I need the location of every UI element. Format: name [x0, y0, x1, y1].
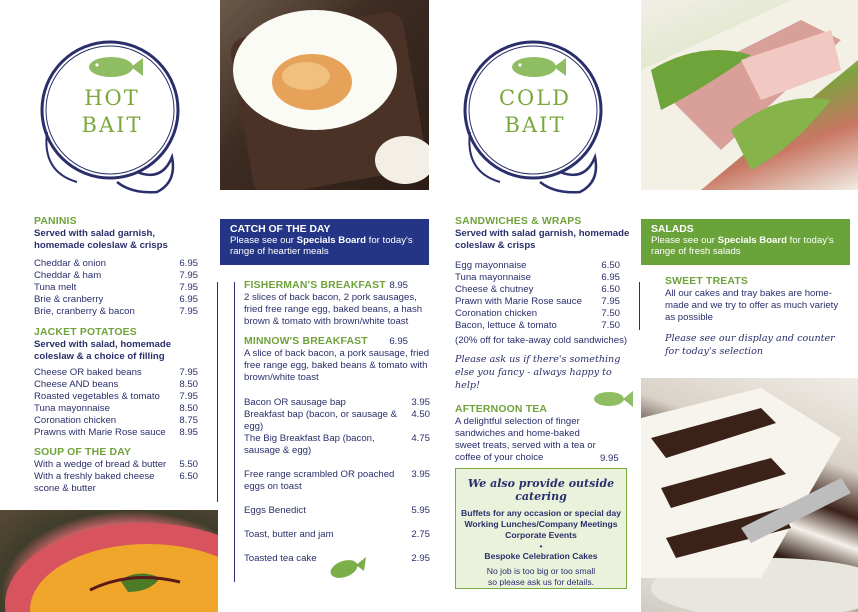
hot-title-line2: BAIT [81, 113, 143, 137]
column-sweet [665, 276, 848, 358]
menu-item [34, 415, 198, 427]
menu-item [244, 409, 430, 433]
menu-item-name: Toasted tea cake [244, 553, 317, 564]
menu-item [455, 320, 620, 332]
menu-item [455, 284, 620, 296]
menu-item-price: 3.95 [411, 469, 430, 480]
catch-title: CATCH OF THE DAY [230, 224, 331, 235]
menu-item-price: 8.50 [179, 403, 198, 414]
menu-item-price: 7.95 [179, 282, 198, 293]
menu-item-name: Brie & cranberry [34, 294, 104, 305]
salads-bold: Specials Board [717, 235, 787, 246]
minnow-desc: A slice of back bacon, a pork sausage, fried free range egg, baked beans & tomato with brown/white toast [244, 348, 430, 383]
menu-item-name: The Big Breakfast Bap (bacon, sausage & egg) [244, 433, 375, 456]
cold-title-line2: BAIT [504, 113, 566, 137]
hot-title-line1: HOT [84, 86, 140, 110]
jacket-sub: Served with salad, homemade coleslaw & a choice of filling [34, 339, 172, 362]
catering-line4: Bespoke Celebration Cakes [484, 551, 598, 561]
paninis-sub: Served with salad garnish, homemade coleslaw & crisps [34, 228, 168, 251]
menu-item [34, 459, 198, 471]
minnow-heading: MINNOW'S BREAKFAST [244, 336, 368, 347]
menu-item [34, 403, 198, 415]
divider-line [639, 282, 640, 330]
menu-item-name: Coronation chicken [455, 308, 538, 319]
menu-item [244, 397, 430, 409]
menu-item [34, 391, 198, 403]
jacket-list [34, 367, 198, 439]
catering-line6: so please ask us for details. [487, 577, 595, 587]
fisherman-desc: 2 slices of back bacon, 2 pork sausages, fried free range egg, baked beans, a hash brown & tomato with brown/white toast [244, 292, 423, 327]
menu-item-price: 7.95 [179, 306, 198, 317]
menu-item-name: Egg mayonnaise [455, 260, 527, 271]
menu-item [34, 270, 198, 282]
menu-item [34, 471, 198, 495]
menu-item-name: Tuna mayonnaise [34, 403, 110, 414]
menu-item [455, 296, 620, 308]
column-cold-menu [455, 216, 633, 464]
fish-icon [85, 54, 145, 80]
menu-item-price: 8.50 [179, 379, 198, 390]
menu-item-name: Toast, butter and jam [244, 529, 334, 540]
hot-bait-badge [37, 32, 187, 197]
catch-line1: Please see our [230, 235, 294, 246]
fisherman-heading: FISHERMAN'S BREAKFAST [244, 280, 386, 291]
menu-item-name: With a freshly baked cheese scone & butter [34, 471, 155, 494]
menu-item-name: Prawns with Marie Rose sauce [34, 427, 166, 438]
menu-item-price: 8.95 [179, 427, 198, 438]
salads-title: SALADS [651, 224, 694, 235]
paninis-list [34, 258, 198, 318]
menu-item-price: 2.95 [411, 553, 430, 564]
column-breakfast [244, 280, 430, 565]
menu-item-price: 7.50 [601, 320, 620, 331]
catering-line5: No job is too big or too small [486, 566, 596, 576]
salads-box [641, 219, 850, 265]
menu-item-price: 2.75 [411, 529, 430, 540]
sandwiches-heading: SANDWICHES & WRAPS [455, 216, 582, 227]
menu-item [244, 469, 430, 493]
sweet-treats-desc: All our cakes and tray bakes are home-made and we try to offer as much variety as possible [665, 288, 839, 323]
catch-of-the-day-box [220, 219, 429, 265]
menu-item-price: 4.50 [411, 409, 430, 420]
menu-item [244, 433, 430, 457]
display-note: Please see our display and counter for today's selection [665, 333, 835, 357]
menu-item [455, 260, 620, 272]
catering-bullet: • [539, 541, 543, 551]
fish-icon [592, 388, 634, 410]
menu-item [244, 529, 430, 541]
menu-item-name: Cheese OR baked beans [34, 367, 142, 378]
menu-item [455, 272, 620, 284]
menu-item-price: 7.95 [179, 391, 198, 402]
menu-item-price: 3.95 [411, 397, 430, 408]
menu-item-price: 6.95 [179, 258, 198, 269]
sandwich-list [455, 260, 620, 332]
menu-item-name: Cheese AND beans [34, 379, 119, 390]
menu-item-name: Tuna mayonnaise [455, 272, 531, 283]
layer-cake-photo [641, 378, 858, 612]
catering-line1: Buffets for any occasion or special day [461, 508, 621, 518]
breakfast-list [244, 397, 430, 565]
menu-item [34, 294, 198, 306]
menu-item [34, 427, 198, 439]
menu-item-name: Cheddar & onion [34, 258, 107, 269]
menu-item-name: Cheddar & ham [34, 270, 102, 281]
jacket-heading: JACKET POTATOES [34, 327, 137, 338]
divider-line [217, 282, 218, 502]
minnow-price: 6.95 [389, 336, 408, 347]
menu-item [34, 282, 198, 294]
menu-item-price: 6.95 [179, 294, 198, 305]
menu-item [34, 258, 198, 270]
menu-item-price: 7.95 [179, 270, 198, 281]
menu-item [34, 306, 198, 318]
sandwich-discount: (20% off for take-away cold sandwiches) [455, 335, 628, 346]
menu-item-name: Bacon OR sausage bap [244, 397, 346, 408]
afternoon-tea-price: 9.95 [600, 453, 619, 464]
menu-item-price: 7.95 [601, 296, 620, 307]
catch-bold: Specials Board [296, 235, 366, 246]
menu-item-price: 6.50 [601, 260, 620, 271]
catering-line2: Working Lunches/Company Meetings [464, 519, 618, 529]
menu-item-price: 8.75 [179, 415, 198, 426]
menu-item [34, 367, 198, 379]
ask-note: Please ask us if there's something else you fancy - always happy to help! [455, 354, 621, 391]
menu-item-price: 4.75 [411, 433, 430, 444]
cold-bait-badge [460, 32, 610, 197]
menu-item [34, 379, 198, 391]
menu-item-name: Brie, cranberry & bacon [34, 306, 135, 317]
soup-heading: SOUP OF THE DAY [34, 447, 132, 458]
menu-item-name: Coronation chicken [34, 415, 117, 426]
menu-item-name: Roasted vegetables & tomato [34, 391, 160, 402]
catering-line3: Corporate Events [505, 530, 577, 540]
fish-icon [508, 54, 568, 80]
paninis-heading: PANINIS [34, 216, 77, 227]
salads-line2: for today's range of fresh salads [651, 235, 834, 257]
menu-item-price: 5.50 [179, 459, 198, 470]
menu-item-price: 7.95 [179, 367, 198, 378]
menu-item-name: Cheese & chutney [455, 284, 534, 295]
menu-item-name: Breakfast bap (bacon, or sausage & egg) [244, 409, 398, 432]
menu-item-name: Free range scrambled OR poached eggs on toast [244, 469, 395, 492]
soup-list [34, 459, 198, 495]
menu-item-price: 5.95 [411, 505, 430, 516]
soup-bowl-photo [0, 510, 218, 612]
cold-title-line1: COLD [498, 86, 572, 110]
menu-item-price: 6.95 [601, 272, 620, 283]
afternoon-tea-desc: A delightful selection of finger sandwiches and home-baked sweet treats, served with a tea or coffee of your choice [455, 416, 596, 463]
menu-item-price: 6.50 [601, 284, 620, 295]
fish-icon [326, 557, 366, 581]
sandwiches-sub: Served with salad garnish, homemade coleslaw & crisps [455, 228, 630, 251]
menu-item-name: Prawn with Marie Rose sauce [455, 296, 582, 307]
outside-catering-box [455, 468, 627, 589]
salads-line1: Please see our [651, 235, 715, 246]
menu-item-name: Bacon, lettuce & tomato [455, 320, 557, 331]
fisherman-price: 8.95 [389, 280, 408, 291]
menu-item [455, 308, 620, 320]
menu-item [244, 505, 430, 517]
sweet-treats-heading: SWEET TREATS [665, 276, 749, 287]
column-hot-menu [34, 216, 198, 495]
menu-item-price: 6.50 [179, 471, 198, 482]
menu-item-name: Eggs Benedict [244, 505, 306, 516]
sandwich-photo [641, 0, 858, 190]
menu-item-name: Tuna melt [34, 282, 77, 293]
fried-egg-toast-photo [220, 0, 429, 190]
menu-item-price: 7.50 [601, 308, 620, 319]
divider-line [234, 282, 235, 582]
afternoon-tea-heading: AFTERNOON TEA [455, 404, 548, 415]
catch-line2: for today's range of heartier meals [230, 235, 413, 257]
catering-title: We also provide outside catering [467, 477, 615, 503]
menu-item-name: With a wedge of bread & butter [34, 459, 167, 470]
